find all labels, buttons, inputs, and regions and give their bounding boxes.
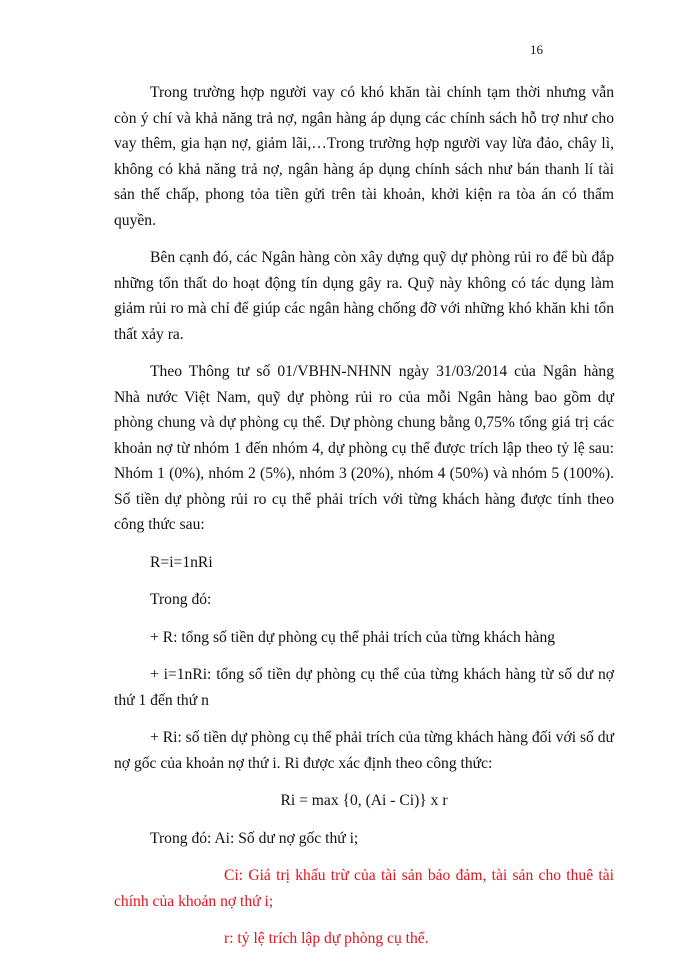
paragraph-circular: Theo Thông tư số 01/VBHN-NHNN ngày 31/03/2014 của Ngân hàng Nhà nước Việt Nam, quỹ dự phòng rủi ro của mỗi Ngân hàng bao gồm dự phòng chung và dự phòng cụ thể. Dự phòng chung bằng 0,75% tổng giá trị các khoản nợ từ nhóm 1 đến nhóm 4, dự phòng cụ thể được trích lập theo tỷ lệ sau: Nhóm 1 (0%), nhóm 2 (5%), nhóm 3 (20%), nhóm 4 (50%) và nhóm 5 (100%). Số tiền dự phòng rủi ro cụ thể phải trích với từng khách hàng được tính theo công thức sau:	[114, 363, 614, 533]
definition-ci: Ci: Giá trị khấu trừ của tài sản bảo đảm, tài sản cho thuê tài chính của khoản nợ thứ i;	[114, 867, 614, 910]
definition-r: r: tỷ lệ trích lập dự phòng cụ thể.	[224, 930, 429, 947]
bullet-ri: + Ri: số tiền dự phòng cụ thể phải trích của từng khách hàng đối với số dư nợ gốc của khoản nợ thứ i. Ri được xác định theo công thức:	[114, 729, 614, 772]
bullet-sum: + i=1nRi: tổng số tiền dự phòng cụ thể của từng khách hàng từ số dư nợ thứ 1 đến thứ n	[114, 666, 614, 709]
where-label: Trong đó:	[150, 591, 212, 608]
page-number: 16	[530, 42, 543, 57]
document-body	[114, 80, 614, 964]
formula-ri: Ri = max {0, (Ai - Ci)} x r	[280, 792, 448, 809]
definition-ai: Trong đó: Ai: Số dư nợ gốc thứ i;	[150, 829, 359, 847]
formula-total-provision: R=i=1nRi	[150, 553, 213, 571]
paragraph-risk-fund: Bên cạnh đó, các Ngân hàng còn xây dựng quỹ dự phòng rủi ro để bù đắp những tổn thất do hoạt động tín dụng gây ra. Quỹ này không có tác dụng làm giảm rủi ro mà chỉ để giúp các ngân hàng chống đỡ với những khó khăn khi tổn thất xảy ra.	[114, 249, 614, 343]
bullet-r: + R: tổng số tiền dự phòng cụ thể phải trích của từng khách hàng	[150, 628, 556, 646]
paragraph-loan-support: Trong trường hợp người vay có khó khăn tài chính tạm thời nhưng vẫn còn ý chí và khả năng trả nợ, ngân hàng áp dụng các chính sách hỗ trợ như cho vay thêm, gia hạn nợ, giảm lãi,…Trong trường hợp người vay lừa đảo, chây lì, không có khả năng trả nợ, ngân hàng áp dụng chính sách như bán thanh lí tài sản thế chấp, phong tỏa tiền gửi trên tài khoản, khởi kiện ra tòa án có thẩm quyền.	[114, 84, 614, 229]
